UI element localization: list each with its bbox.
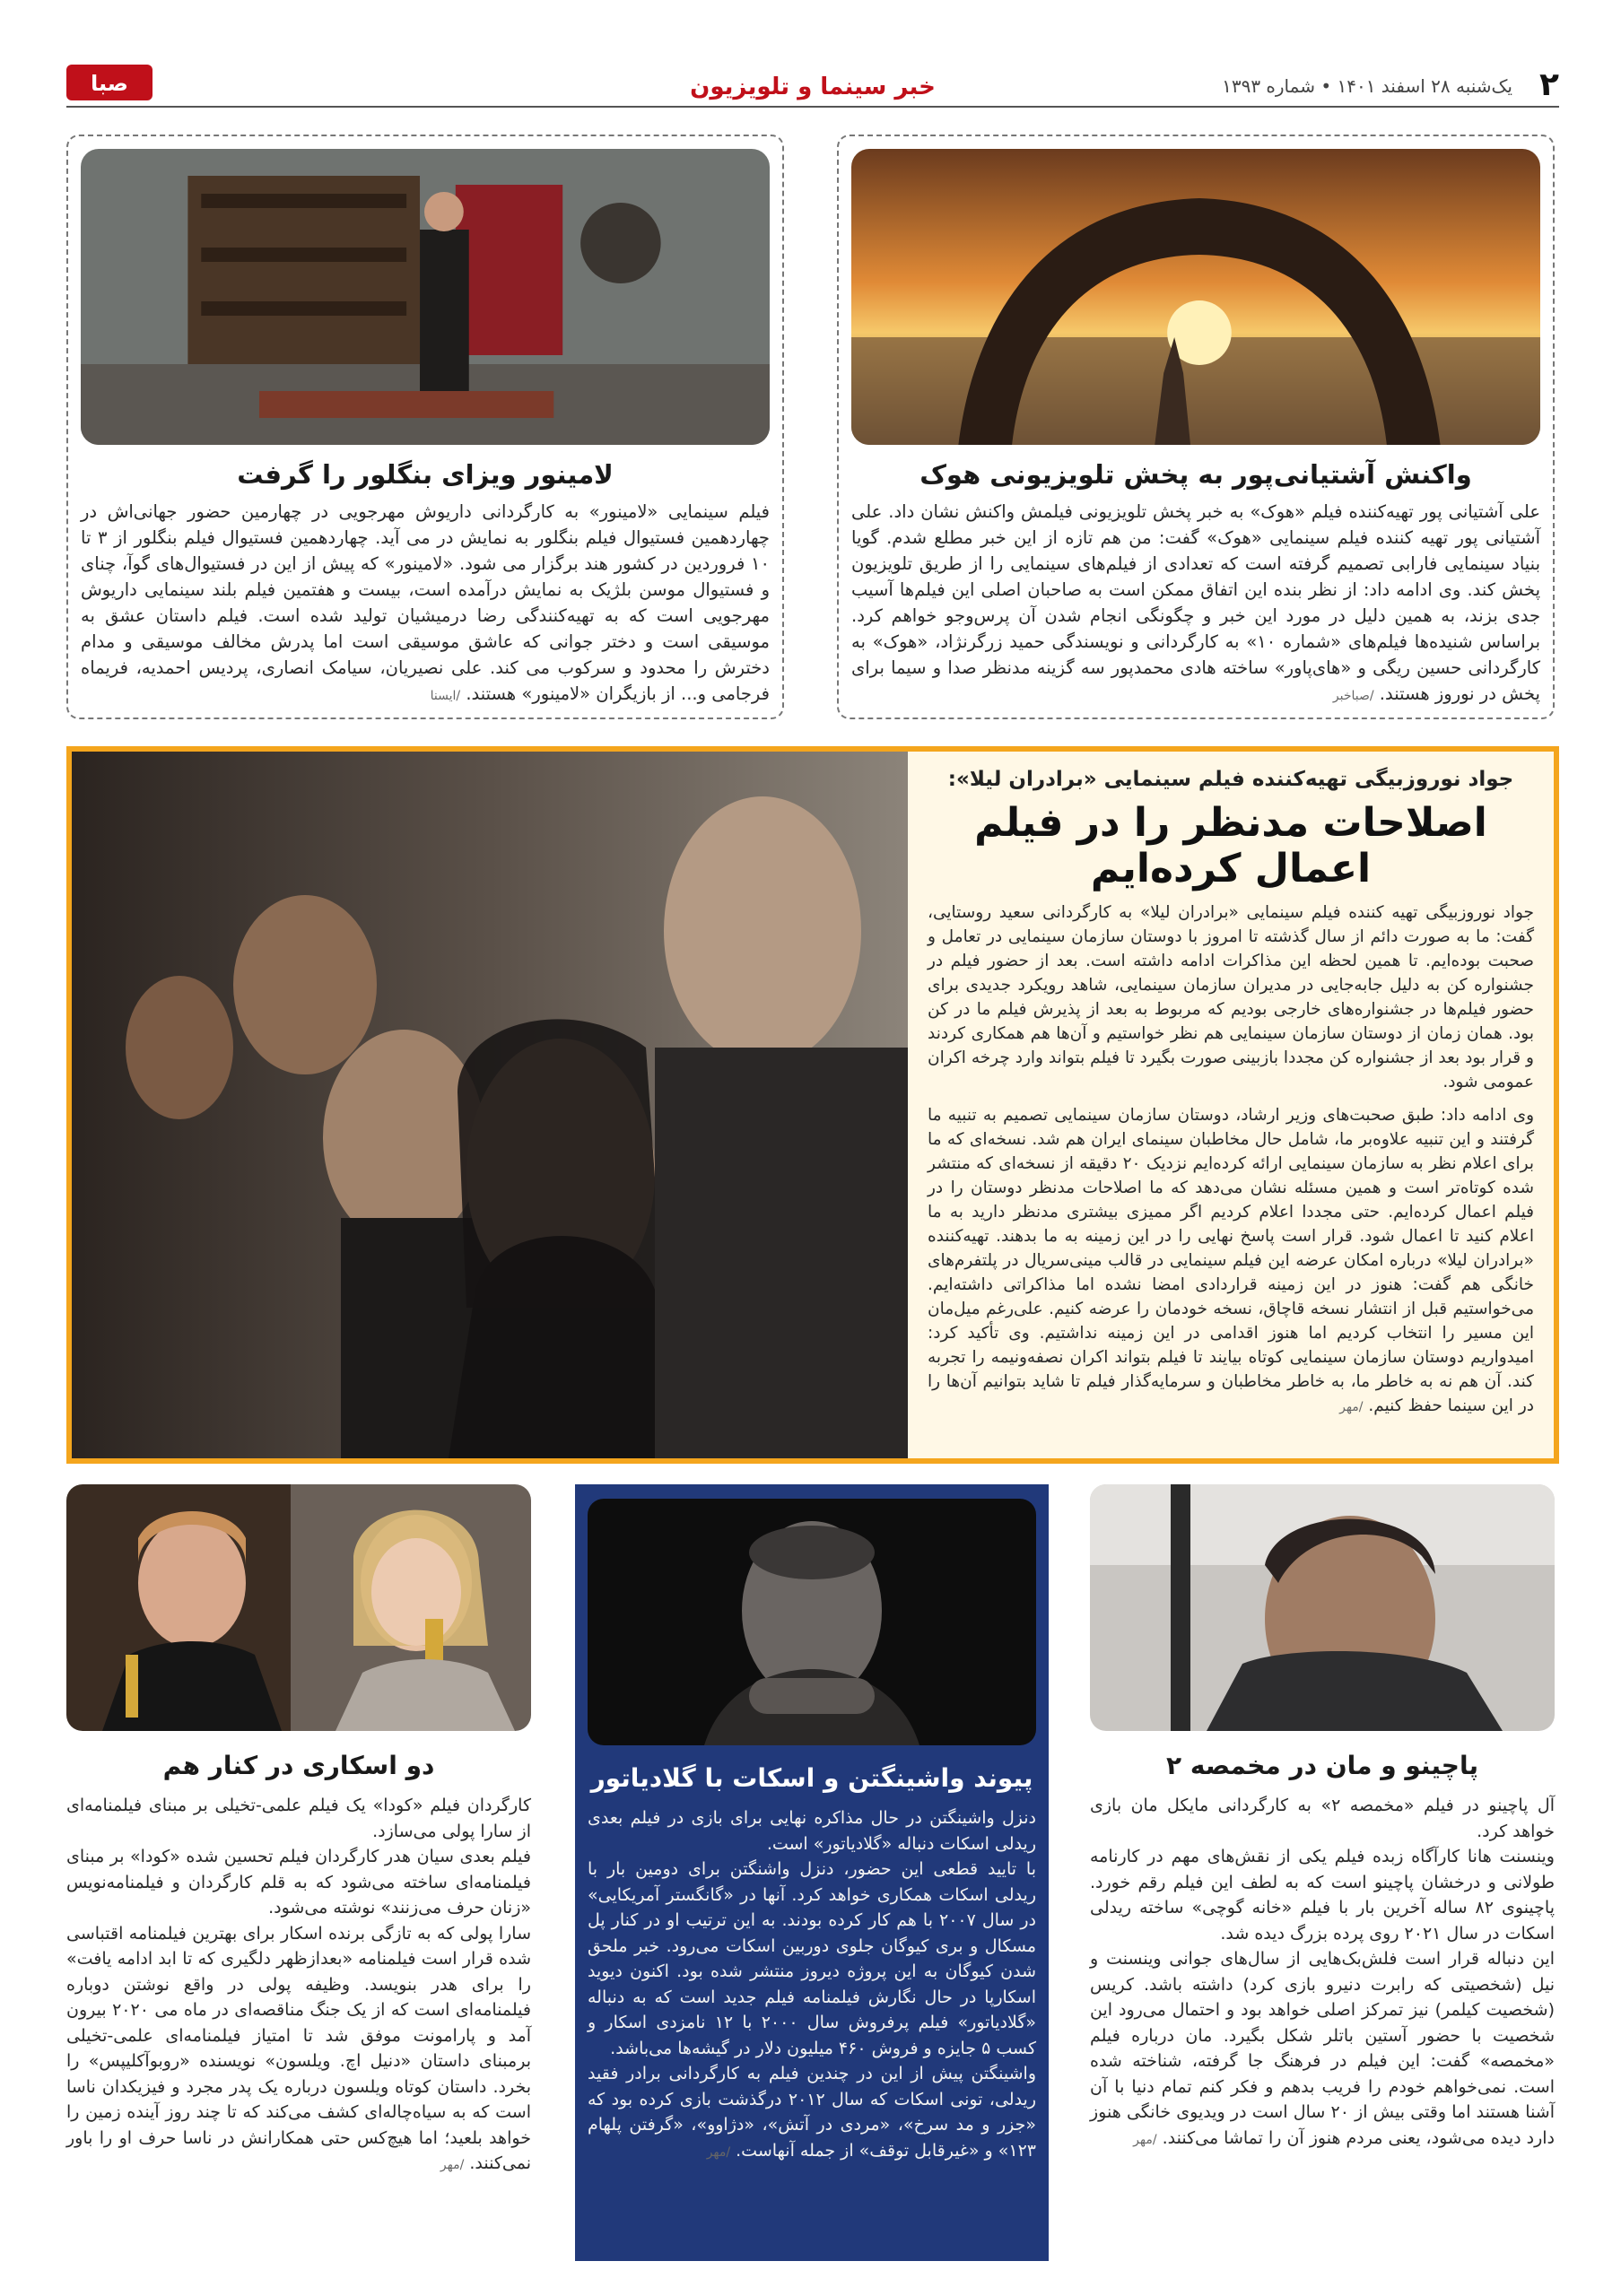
laminor-credit: /ایسنا (430, 689, 461, 703)
washington-title: پیوند واشینگتن و اسکات با گلادیاتور (590, 1763, 1033, 1793)
pacino-photo (1090, 1484, 1555, 1731)
laminor-photo (81, 149, 770, 445)
sunset-arch-image (851, 149, 1540, 445)
hook-article (837, 135, 1555, 719)
laminor-article (66, 135, 784, 719)
logo-text: صبا (91, 71, 128, 96)
washington-credit: /مهر (706, 2144, 731, 2160)
hook-body: علی آشتیانی پور تهیه‌کننده فیلم «هوک» به خبر پخش تلویزیونی فیلمش واکنش نشان داد. علی آشتیانی پور تهیه کننده فیلم سینمایی «هوک» گفت: من هم تازه از این خبر مطلع شدم. گویا بنیاد سینمایی فارابی تصمیم گرفته است که تعدادی از فیلم‌های سینمایی را از طریق تلویزیون پخش کند. وی ادامه داد: از نظر بنده این اتفاق ممکن است به صاحبان اصلی این فیلم‌ها آسیب جدی بزند، به همین دلیل در مورد این خبر و چگونگی انجام شدن آن پرس‌وجو خواهم کرد. براساس شنیده‌ها فیلم‌های «شماره ۱۰» به کارگردانی و نویسندگی حمید زرگرنژاد، «هوک» به کارگردانی حسین ریگی و «های‌پاور» ساخته هادی محمدپور سه گزینه مدنظر صدا و سیما برای پخش در نوروز هستند. /صباخبر (851, 501, 1540, 704)
laminor-body: فیلم سینمایی «لامینور» به کارگردانی داریوش مهرجویی در چهارمین حضور جهانی‌اش در چهاردهمین فستیوال فیلم بنگلور به نمایش در می آید. چهاردهمین فستیوال فیلم بنگلور از ۳ تا ۱۰ فروردین در کشور هند برگزار می شود. «لامینور» که پیش از این در فستیوال‌های گوآ، چنای و فستیوال موسن بلژیک به نمایش درآمده است، بیست و هفتمین فیلم بلند سینمایی داریوش مهرجویی است که به تهیه‌کنندگی رضا درمیشیان تولید شده است. فیلم داستان عشق به موسیقی است و دختر جوانی که عاشق موسیقی است اما پدرش مخالف موسیقی و مدام دخترش را محدود و سرکوب می کند. علی نصیریان، سیامک انصاری، پردیس احمدیه، فریماه فرجامی و... از بازیگران «لامینور» هستند. /ایسنا (81, 501, 770, 704)
feature-headline: اصلاحات مدنظر را در فیلم اعمال کرده‌ایم (974, 800, 1487, 891)
pacino-title: پاچینو و مان در مخمصه ۲ (1166, 1751, 1478, 1780)
hook-credit: /صباخبر (1332, 689, 1374, 703)
section-title: خبر سینما و تلویزیون (690, 74, 936, 100)
film-cast-image (72, 752, 908, 1458)
hook-photo (851, 149, 1540, 445)
actor-portrait-image (1090, 1484, 1555, 1731)
oscar-body: کارگردان فیلم «کودا» یک فیلم علمی-تخیلی بر مبنای فیلمنامه‌ای از سارا پولی می‌سازد. فیلم بعدی سیان هدر کارگردان فیلم تحسین شده «کودا» بر مبنای فیلمنامه‌ای ساخته می‌شود که به قلم کارگردان و فیلمنامه‌نویس «زنان حرف می‌زنند» نوشته می‌شود. سارا پولی که به تازگی برنده اسکار برای بهترین فیلمنامه اقتباسی شده قرار است فیلمنامه «بعدازظهر دلگیری که تا ابد ادامه یافت» را برای هدر بنویسد. وظیفه پولی در واقع نوشتن دوباره فیلمنامه‌ای است که از یک جنگ مناقصه‌ای در ماه می ۲۰۲۰ بیرون آمد و پارامونت موفق شد تا امتیاز فیلمنامه‌ای علمی-تخیلی برمبنای داستان «دنیل اچ. ویلسون» نویسنده «روبوآکلیپس» را بخرد. داستان کوتاه ویلسون درباره یک پدر مجرد و فیزیکدان ناسا است که به سیاه‌چاله‌ای کشف می‌کند که تا چند روز آینده زمین را خواهد بلعید؛ اما هیچ‌کس حتی همکارانش در ناسا حرف او را باور نمی‌کنند. /مهر (66, 1796, 531, 2173)
page-number: ۲ (1539, 66, 1559, 103)
feature-article (66, 746, 1559, 1464)
hook-title: واکنش آشتیانی‌پور به پخش تلویزیونی هوک (919, 459, 1472, 490)
room-scene-image (81, 149, 770, 445)
washington-body: دنزل واشینگتن در حال مذاکره نهایی برای بازی در فیلم بعدی ریدلی اسکات دنباله «گلادیاتور» است. با تایید قطعی این حضور، دنزل واشنگتن برای دومین بار با ریدلی اسکات همکاری خواهد کرد. آنها در «گانگستر آمریکایی» در سال ۲۰۰۷ با هم کار کرده بودند. به این ترتیب او در کنار پل مسکال و بری کیوگان جلوی دوربین اسکات می‌رود. خبر ملحق شدن کیوگان به این پروژه دیروز منتشر شده بود. اکنون دیوید اسکارپا در حال نگارش فیلمنامه فیلم جدید است که به دنباله «گلادیاتور» فیلم پرفروش سال ۲۰۰۰ با ۱۲ نامزدی اسکار و کسب ۵ جایزه و فروش ۴۶۰ میلیون دلار در گیشه‌ها می‌باشد. واشینگتن پیش از این در چندین فیلم به کارگردانی برادر فقید ریدلی، تونی اسکات که سال ۲۰۱۲ درگذشت بازی کرده بود که «جزر و مد سرخ»، «مردی در آتش»، «دژاوو»، «گرفتن پلهام ۱۲۳» و «غیرقابل توقف» از جمله آنهاست. /مهر (588, 1808, 1037, 2161)
feature-photo (72, 752, 908, 1458)
oscar-winners-image (66, 1484, 531, 1731)
issue-info: یک‌شنبه ۲۸ اسفند ۱۴۰۱ • شماره ۱۳۹۳ (1222, 75, 1512, 97)
newspaper-logo (66, 63, 153, 102)
oscar-photo (66, 1484, 531, 1731)
laminor-title: لامینور ویزای بنگلور را گرفت (237, 459, 614, 490)
actor-portrait-image (588, 1499, 1036, 1745)
oscar-credit: /مهر (440, 2158, 465, 2172)
feature-kicker: جواد نوروزبیگی تهیه‌کننده فیلم سینمایی «برادران لیلا»: (947, 768, 1514, 791)
feature-text (908, 752, 1554, 1458)
washington-photo (588, 1499, 1036, 1745)
pacino-body: آل پاچینو در فیلم «مخمصه ۲» به کارگردانی مایکل مان بازی خواهد کرد. وینسنت هانا کارآگاه زبده فیلم یکی از نقش‌های مهم در کارنامه طولانی و درخشان پاچینو است که به لطف این فیلم رقم خورد. پاچینوی ۸۲ ساله آخرین بار با فیلم «خانه گوچی» ساخته ریدلی اسکات در سال ۲۰۲۱ روی پرده بزرگ دیده شد. این دنباله قرار است فلش‌بک‌هایی از سال‌های جوانی وینسنت و نیل (شخصیتی که رابرت دنیرو بازی کرد) داشته باشد. کریس (شخصیت کیلمر) نیز تمرکز اصلی خواهد بود و احتمال می‌رود این شخصیت با حضور آستین باتلر شکل بگیرد. مان درباره فیلم «مخمصه» گفت: این فیلم در فرهنگ جا گرفته، شناخته شده است. نمی‌خواهم خودم را فریب بدهم و فکر کنم تمام دنیا با آن آشنا هستند اما وقتی بیش از ۲۰ سال است در ویدیوی خانگی هنوز دارد دیده می‌شود، یعنی مردم هنوز آن را تماشا می‌کنند. /مهر (1090, 1796, 1555, 2148)
oscar-title: دو اسکاری در کنار هم (162, 1751, 435, 1780)
feature-paragraph-2: وی ادامه داد: طبق صحبت‌های وزیر ارشاد، دوستان سازمان سینمایی تصمیم به تنبیه ما گرفتند و این تنبیه علاوه‌بر ما، شامل حال مخاطبان سینمای ایران هم شد. نسخه‌ای که ما برای اعلام نظر به سازمان سینمایی ارائه کرده‌ایم نزدیک ۲۰ دقیقه از نسخه‌ای که منتشر شده کوتاه‌تر است و همین مسئله نشان می‌دهد که ما اصلاحات مدنظر دوستان را در فیلم اعمال کرده‌ایم. حتی مجددا اعلام کردیم اگر ممیزی بیشتری مدنظر دارید به ما اعلام کنید تا اعمال شود. قرار است پاسخ نهایی را در این زمینه به ما بدهند. تهیه‌کننده «برادران لیلا» درباره امکان عرضه این فیلم سینمایی در قالب مینی‌سریال در پلتفرم‌های خانگی هم گفت: هنوز در این زمینه قراردادی امضا نشده اما مذاکراتی داشته‌ایم. می‌خواستیم قبل از انتشار نسخه قاچاق، نسخه خودمان را عرضه کنیم. علی‌رغم میل‌مان این مسیر را انتخاب کردیم اما هنوز اقدامی در این زمینه نداشتیم. وی تأکید کرد: امیدواریم دوستان سازمان سینمایی کوتاه بیایند تا فیلم بتواند اکران نصفه‌ونیمه را تجربه کند. آن هم نه به خاطر ما، به خاطر مخاطبان و سرمایه‌گذار فیلم تا شاید بتوانیم آن‌ها را در این سینما حفظ کنیم. /مهر (928, 1106, 1534, 1415)
masthead (66, 63, 1559, 108)
feature-credit: /مهر (1339, 1400, 1364, 1414)
feature-paragraph-1: جواد نوروزبیگی تهیه کننده فیلم سینمایی «برادران لیلا» به کارگردانی سعید روستایی، گفت: ما به صورت دائم از سال گذشته تا امروز با دوستان سازمان سینمایی در تعامل و صحبت بوده‌ایم. تا همین لحظه این مذاکرات ادامه داشته است. بعد از حضور فیلم در جشنواره کن به دلیل جابه‌جایی در مدیران سازمان سینمایی، شاهد رویکرد جدیدی برای حضور فیلم‌ها در جشنواره‌های خارجی بودیم که مربوط به بعد از پذیرش فیلم ما در کن بود. همان زمان از دوستان سازمان سینمایی هم نظر خواستیم و آن‌ها هم همکاری کردند و قرار بود بعد از جشنواره کن مجددا بازبینی صورت بگیرد تا فیلم بتواند وارد چرخه اکران عمومی شود. (928, 903, 1534, 1091)
washington-article (575, 1484, 1049, 2261)
pacino-article (1090, 1484, 1555, 2261)
oscar-article (66, 1484, 531, 2261)
pacino-credit: /مهر (1133, 2132, 1157, 2147)
